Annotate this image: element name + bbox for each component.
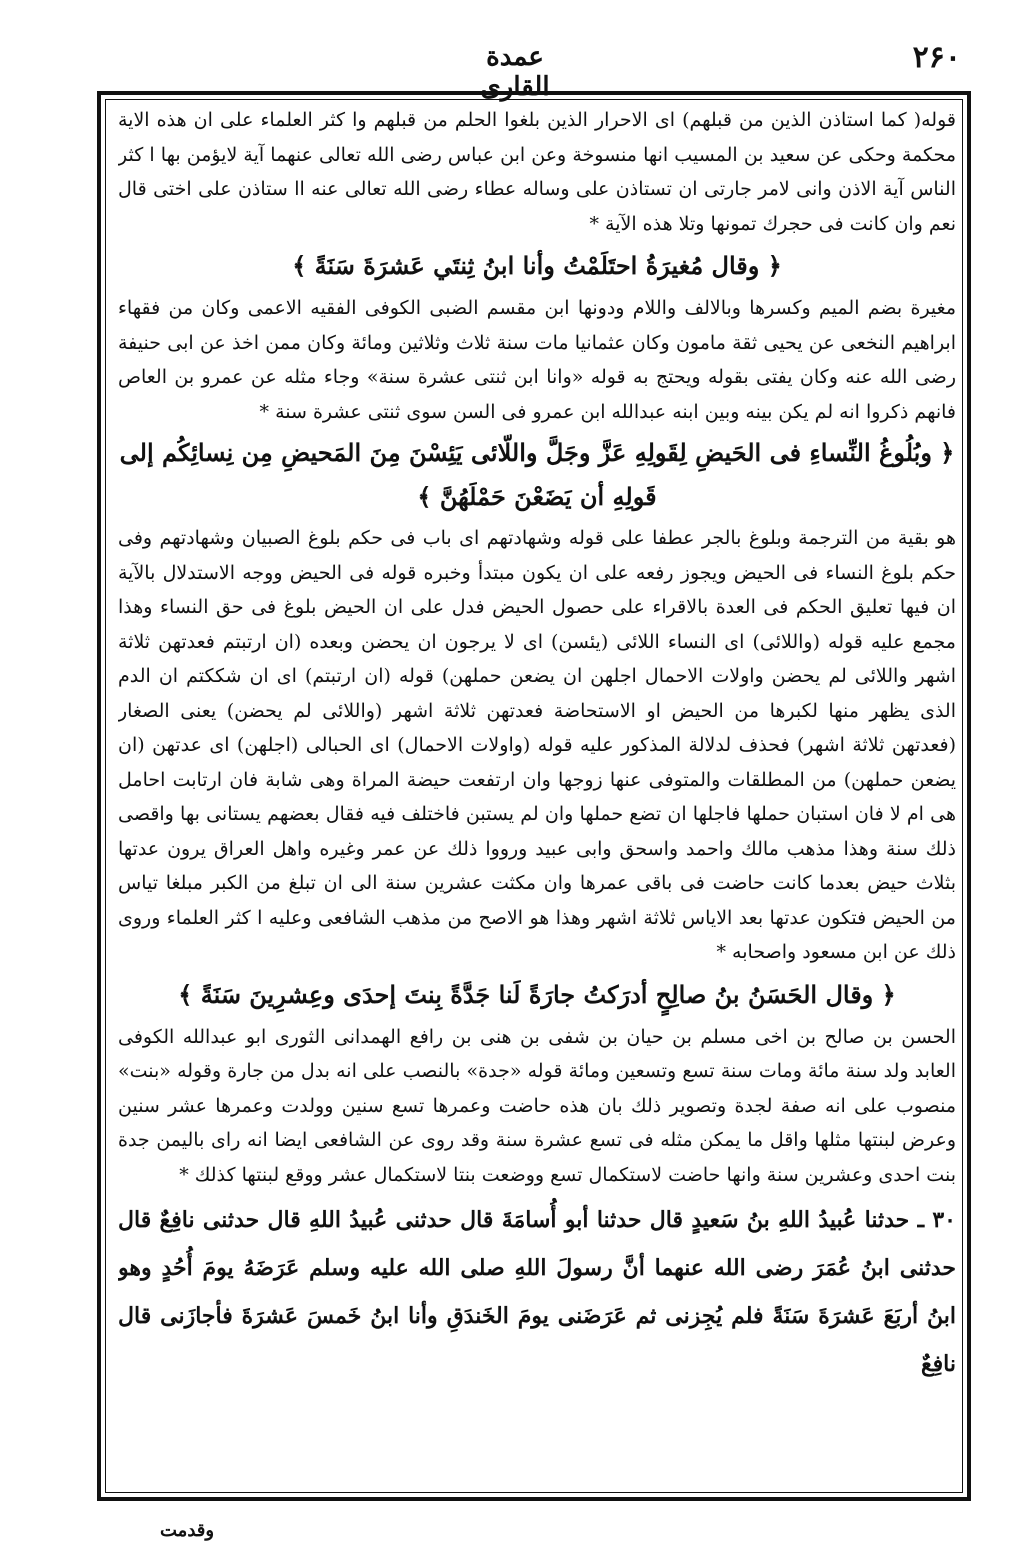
commentary-paragraph: مغيرة بضم الميم وكسرها وبالالف واللام ودونها ابن مقسم الضبی الكوفی الفقيه الاعمی وكان من فقهاء ابراهيم النخعی عن يحيی ثقة مامون وكان عثمانيا مات سنة ثلاث وثلاثين ومائة وكان ممن اخذ عن ابی حنيفة رضی الله عنه وكان يفتی بقوله ويحتج به قوله «وانا ابن ثنتی عشرة سنة» وجاء مثله عن عمرو بن العاص فانهم ذكروا انه لم يكن بينه وبين ابنه عبدالله ابن عمرو فی السن سوی ثنتی عشرة سنة * (118, 297, 956, 423)
running-head (0, 40, 1033, 102)
commentary-paragraph: هو بقية من الترجمة وبلوغ بالجر عطفا علی قوله وشهادتهم ای باب فی حكم بلوغ الصبيان وشهادتهم وفی حكم بلوغ النساء فی الحيض ويجوز رفعه علی ان يكون مبتدأ وخبره قوله فی الحيض ووجه الاستدلال بالآية ان فيها تعليق الحكم فی العدة بالاقراء علی حصول الحيض فدل علی ان الحيض بلوغ فی حق النساء وهذا مجمع عليه قوله (واللائی) ای النساء اللائی (يئسن) ای لا يرجون ان يحضن وبعده (ان ارتبتم فعدتهن ثلاثة اشهر واللائی لم يحضن واولات الاحمال اجلهن ان يضعن حملهن) قوله (ان ارتبتم) ای ان شككتم ان الدم الذی يظهر منها لكبرها من الحيض او الاستحاضة فعدتهن ثلاثة اشهر (واللائی لم يحضن) يعنی الصغار (فعدتهن ثلاثة اشهر) فحذف لدلالة المذكور عليه قوله (واولات الاحمال) ای الحبالی (اجلهن) ای عدتهن (ان يضعن حملهن) من المطلقات والمتوفی عنها زوجها وان ارتفعت حيضة المراة وهی شابة فان ارتابت احامل هی ام لا فان استبان حملها فاجلها ان تضع حملها وان لم يستبن فاختلف فيه فقال بعضهم يستانی بها واقصی ذلك سنة وهذا مذهب مالك واحمد واسحق وابی عبيد ورووا ذلك عن عمر وغيره واهل العراق يرون عدتها بثلاث حيض بعدما كانت حاضت فی باقی عمرها وان مكثت عشرين سنة الی ان تبلغ من الكبر مبلغا تياس من الحيض فتكون عدتها بعد الاياس ثلاثة اشهر وهذا هو الاصح من مذهب الشافعی وعليه ا كثر العلماء وروی ذلك عن ابن مسعود واصحابه * (118, 527, 956, 963)
book-title: عمدة القاری (480, 42, 550, 102)
page-number: ۲۶۰ (912, 40, 961, 75)
page-body (118, 103, 956, 1493)
catchword: وقدمت (160, 1520, 215, 1541)
commentary-paragraph: الحسن بن صالح بن اخی مسلم بن حيان بن شفی بن هنی بن رافع الهمدانی الثوری ابو عبدالله الكوفی العابد ولد سنة مائة ومات سنة تسع وتسعين ومائة قوله «جدة» بالنصب علی انه بدل من جارة وقوله «بنت» منصوب علی انه صفة لجدة وتصوير ذلك بان هذه حاضت وعمرها تسع سنين وولدت وعمرها عشر سنين وعرض لبنتها مثلها واقل ما يمكن مثله فی تسع عشرة سنة وقد روی عن الشافعی ايضا انه رای باليمن جدة بنت احدی وعشرين سنة وانها حاضت لاستكمال تسع ووضعت بنتا لاستكمال عشر ووقع لبنتها كذلك * (118, 1025, 956, 1186)
hadith-text: ٣٠ ـ حدثنا عُبيدُ اللهِ بنُ سَعيدٍ قال حدثنا أبو أُسامَةَ قال حدثنی عُبيدُ اللهِ قال حدثنی نافِعٌ قال حدثنی ابنُ عُمَرَ رضی الله عنهما أنَّ رسولَ اللهِ صلی الله عليه وسلم عَرَضَهُ يومَ أُحُدٍ وهو ابنُ أربَعَ عَشرَةَ سَنَةً فلم يُجِزنی ثم عَرَضَنی يومَ الخَندَقِ وأنا ابنُ خَمسَ عَشرَةَ فأجازَنی قال نافِعٌ (118, 1207, 956, 1377)
section-heading: ﴿ وقال الحَسَنُ بنُ صالِحٍ أدرَكتُ جارَةً لَنا جَدَّةً بِنتَ إحدَى وعِشرِينَ سَنَةً ﴾ (178, 979, 896, 1009)
section-heading: ﴿ وقال مُغيرَةُ احتَلَمْتُ وأنا ابنُ ثِنتَي عَشرَةَ سَنَةً ﴾ (292, 251, 782, 280)
section-heading: ﴿ وبُلُوغُ النِّساءِ فی الحَيضِ لِقَولِهِ عَزَّ وجَلَّ واللّائی يَئِسْنَ مِنَ المَحيضِ مِن نِسائِكُم إلی قَولِهِ أن يَضَعْنَ حَمْلَهُنَّ ﴾ (119, 438, 955, 511)
commentary-paragraph: قوله( كما استاذن الذين من قبلهم) ای الاحرار الذين بلغوا الحلم من قبلهم وا كثر العلماء على ان هذه الاية محكمة وحكی عن سعيد بن المسيب انها منسوخة وعن ابن عباس رضی الله تعالى عنهما آية لايؤمن بها ا كثر الناس آية الاذن وانی لامر جارتی ان تستاذن علی وساله عطاء رضی الله تعالى عنه اا ستاذن علی اختی قال نعم وان كانت فی حجرك تمونها وتلا هذه الآية * (118, 109, 956, 235)
